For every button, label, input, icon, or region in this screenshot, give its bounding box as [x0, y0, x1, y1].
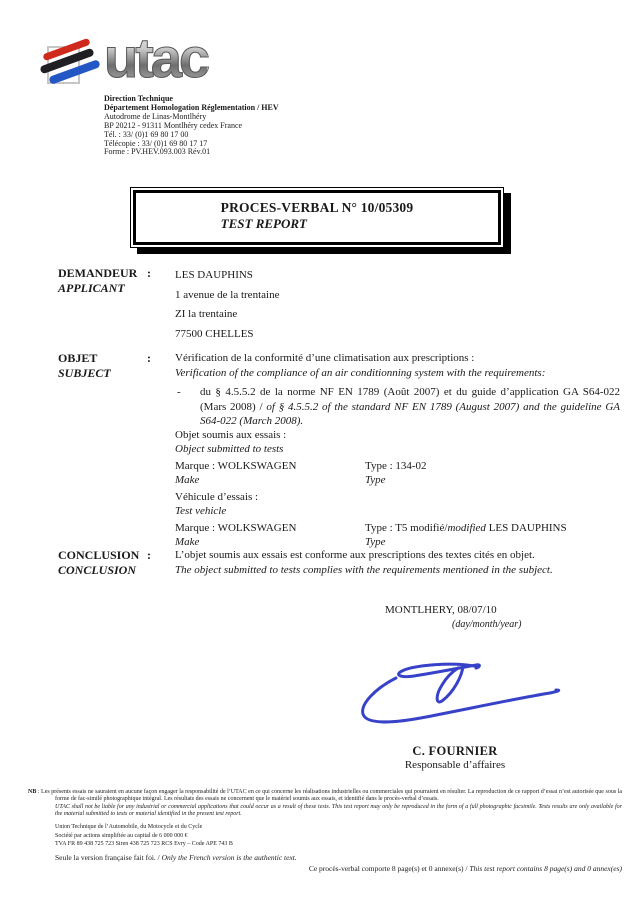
- nb-label: NB: [28, 789, 37, 795]
- company-info-block: [55, 823, 233, 849]
- conclusion-details: [175, 548, 620, 577]
- vehicle-heading-en: Test vehicle: [175, 505, 227, 517]
- subject-details: [175, 351, 620, 429]
- dept-line: Direction Technique: [104, 94, 173, 103]
- report-title-box: [130, 187, 504, 248]
- report-title-english: TEST REPORT: [220, 216, 307, 231]
- applicant-section: [58, 266, 620, 344]
- make-type-caption-row: [175, 473, 615, 487]
- dept-line: BP 20212 - 91311 Montlhéry cedex France: [104, 121, 243, 130]
- utac-logo-mark-icon: [38, 36, 108, 96]
- make-value: Marque : WOLKSWAGEN: [175, 522, 297, 534]
- applicant-colon: :: [147, 266, 151, 280]
- subject-bullet-item: [175, 385, 620, 429]
- phone-line: Tél. : 33/ (0)1 69 80 17 00: [104, 130, 189, 139]
- page-count-note: Ce procès-verbal comporte 8 page(s) et 0 annexe(s) / This test report contains 8 page(s) and 0 annex(es): [308, 864, 622, 873]
- type-caption: Type: [365, 474, 386, 486]
- signer-name: C. FOURNIER: [412, 744, 498, 758]
- signer-block: [370, 744, 540, 771]
- place-and-date: MONTLHERY, 08/07/10: [385, 604, 497, 616]
- test-object-heading-en: Object submitted to tests: [175, 443, 284, 455]
- make-type-row: [175, 521, 615, 535]
- date-format-note: (day/month/year): [452, 619, 522, 630]
- report-number-title: PROCES-VERBAL N° 10/05309: [220, 200, 414, 215]
- subject-colon: :: [147, 351, 151, 365]
- conclusion-colon: :: [147, 548, 151, 562]
- test-object-block: [175, 428, 615, 549]
- dept-line: Autodrome de Linas-Montlhéry: [104, 112, 207, 121]
- conclusion-text-fr: L’objet soumis aux essais est conforme aux prescriptions des textes cités en objet.: [175, 549, 535, 561]
- vehicle-heading-fr: Véhicule d’essais :: [175, 491, 259, 503]
- make-type-caption-row: [175, 535, 615, 549]
- make-type-row: [175, 459, 615, 473]
- applicant-address-line: ZI la trentaine: [175, 308, 238, 320]
- conclusion-section: [58, 548, 620, 577]
- bullet-dash: -: [177, 386, 181, 398]
- authentic-version-note: Seule la version française fait foi. / Only the French version is the authentic text.: [55, 853, 297, 862]
- utac-logo: [38, 26, 248, 96]
- applicant-address-line: 77500 CHELLES: [175, 327, 254, 340]
- applicant-details: [175, 266, 620, 344]
- conclusion-label: CONCLUSION CONCLUSION: [58, 548, 140, 577]
- dept-line: Département Homologation Réglementation / HEV: [104, 103, 279, 112]
- subject-text-en: Verification of the compliance of an air conditionning system with the requirements:: [175, 366, 546, 379]
- applicant-label: DEMANDEUR APPLICANT: [58, 266, 138, 295]
- subject-label: OBJET SUBJECT: [58, 351, 111, 380]
- brand-wordmark: utac: [104, 26, 208, 89]
- legal-notice: [28, 789, 622, 819]
- type-caption: Type: [365, 536, 386, 548]
- conclusion-text-en: The object submitted to tests complies with the requirements mentioned in the subject.: [175, 563, 553, 576]
- fax-line: Télécopie : 33/ (0)1 69 80 17 17: [104, 139, 208, 148]
- bullet-text-fr: du § 4.5.5.2 de la norme NF EN 1789 (Août 2007) et du guide d’application GA S64-022 (Mars 2008) /: [200, 386, 620, 413]
- bullet-text-en: of § 4.5.5.2 of the standard NF EN 1789 (August 2007) and the guideline GA S64-022 (March 2008).: [200, 400, 620, 427]
- department-address-block: [104, 94, 279, 148]
- test-object-heading-fr: Objet soumis aux essais :: [175, 429, 287, 441]
- subject-section: [58, 351, 620, 429]
- make-caption: Make: [175, 536, 200, 548]
- form-reference: Forme : PV.HEV.093.003 Rév.01: [104, 147, 211, 156]
- signature-image: [352, 648, 592, 743]
- type-value: Type : 134-02: [365, 460, 427, 472]
- company-line: TVA FR 89 438 725 723 Siren 438 725 723 RCS Evry – Code APE 743 B: [55, 841, 233, 848]
- legal-notice-en: UTAC shall not be liable for any industrial or commercial applications that could occur as a result of these tests. This test report may only be reproduced in the form of a full photographic facsimile. Tests results are only available for the material submitted to tests or material identified in the present test report.: [55, 803, 622, 818]
- company-line: Union Technique de l’Automobile, du Motocycle et du Cycle: [55, 824, 203, 830]
- subject-text-fr: Vérification de la conformité d’une climatisation aux prescriptions :: [175, 352, 475, 364]
- legal-notice-fr: NB : Les présents essais ne sauraient en aucune façon engager la responsabilité de l’UTAC en ce qui concerne les réalisations industrielles ou commerciales qui pourraient en résulter. La reproduction de ce rapport d’essai n’est autorisée que sous la forme de fac-similé photographique intégral. Les résultats des essais ne concernent que le matériel soumis aux essais, et identifié dans le procès-verbal d’essais.: [28, 789, 622, 803]
- applicant-address-line: 1 avenue de la trentaine: [175, 288, 280, 301]
- make-value: Marque : WOLKSWAGEN: [175, 460, 297, 472]
- report-title-inner: [133, 190, 501, 245]
- applicant-name: LES DAUPHINS: [175, 269, 253, 281]
- company-line: Société par actions simplifiée au capital de 6 000 000 €: [55, 832, 188, 839]
- make-caption: Make: [175, 474, 200, 486]
- type-value: Type : T5 modifié/modified LES DAUPHINS: [365, 522, 567, 534]
- signer-title: Responsable d’affaires: [404, 759, 506, 771]
